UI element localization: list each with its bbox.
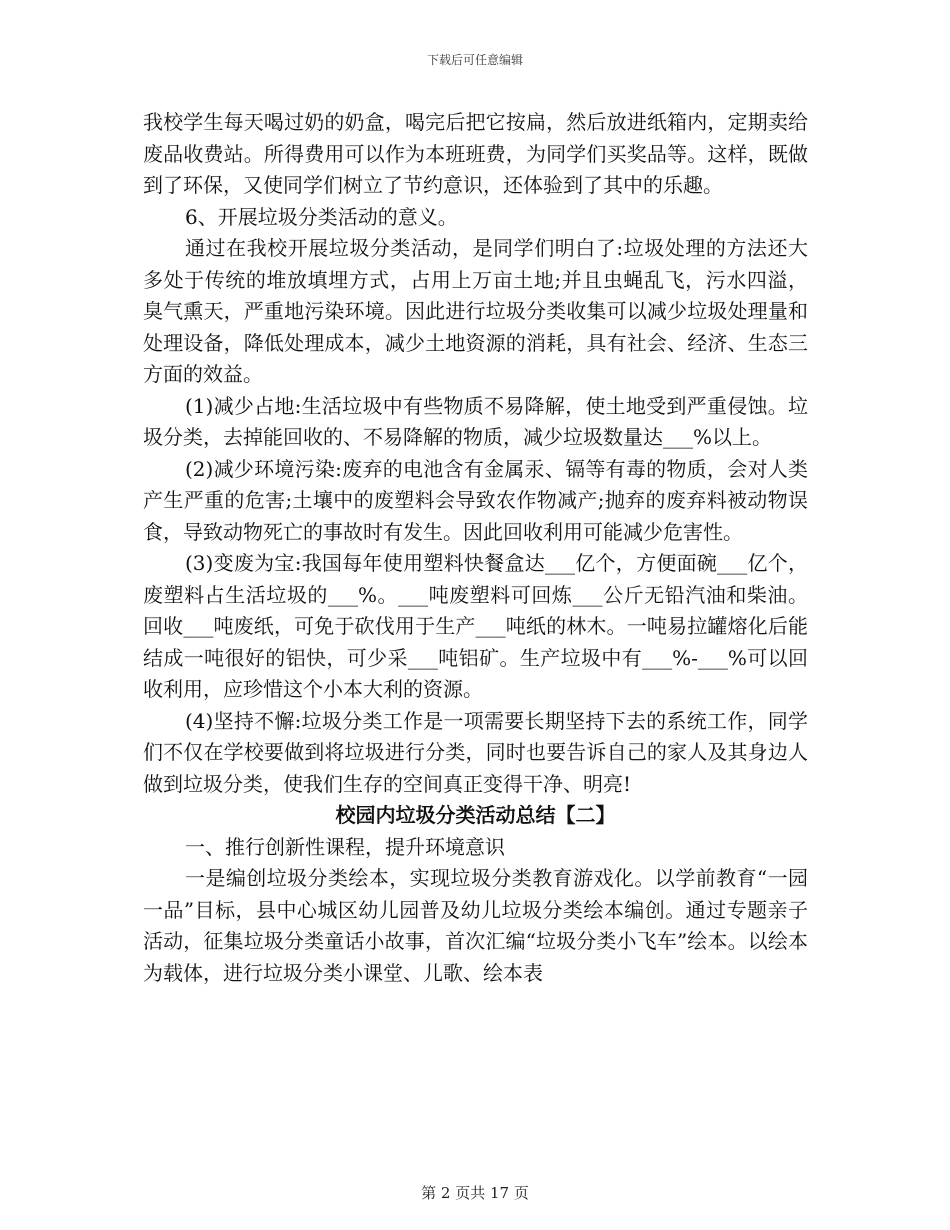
paragraph-innovative-curriculum-heading: 一、推行创新性课程，提升环境意识 [185,834,505,859]
page-footer: 第 2 页共 17 页 [421,1184,529,1202]
paragraph-activity-benefits: 通过在我校开展垃圾分类活动，是同学们明白了:垃圾处理的方法还大多处于传统的堆放填埋方式，占用上万亩土地;并且虫蝇乱飞，污水四溢，臭气熏天，严重地污染环境。因此进行垃圾分类收集可以减少垃圾处理量和处理设备，降低处理成本，减少土地资源的消耗，具有社会、经济、生态三方面的效益。 [143,236,808,386]
page-header: 下载后可任意编辑 [426,53,523,67]
section-title: 校园内垃圾分类活动总结【二】 [335,803,616,827]
paragraph-heading-significance: 6、开展垃圾分类活动的意义。 [185,204,458,229]
paragraph-picture-book: 一是编创垃圾分类绘本，实现垃圾分类教育游戏化。以学前教育“一园一品”目标，县中心城区幼儿园普及幼儿垃圾分类绘本编创。通过专题亲子活动，征集垃圾分类童话小故事，首次汇编“垃圾分类小飞车”绘本。以绘本为载体，进行垃圾分类小课堂、儿歌、绘本表 [143,866,808,985]
paragraph-milk-carton-recycling: 我校学生每天喝过奶的奶盒，喝完后把它按扁，然后放进纸箱内，定期卖给废品收费站。所得费用可以作为本班班费，为同学们买奖品等。这样，既做到了环保，又使同学们树立了节约意识，还体验到了其中的乐趣。 [143,110,808,197]
document-body [143,107,808,989]
paragraph-reduce-pollution: (2)减少环境污染:废弃的电池含有金属汞、镉等有毒的物质，会对人类产生严重的危害;土壤中的废塑料会导致农作物减产;抛弃的废弃料被动物误食，导致动物死亡的事故时有发生。因此回收利用可能减少危害性。 [143,456,808,544]
paragraph-reduce-land-use: (1)减少占地:生活垃圾中有些物质不易降解，使土地受到严重侵蚀。垃圾分类，去掉能回收的、不易降解的物质，减少垃圾数量达___%以上。 [143,393,808,449]
paragraph-waste-to-treasure: (3)变废为宝:我国每年使用塑料快餐盒达___亿个，方便面碗___亿个，废塑料占生活垃圾的___%。___吨废塑料可回炼___公斤无铅汽油和柴油。回收___吨废纸，可免于砍伐用于生产___吨纸的林木。一吨易拉罐熔化后能结成一吨很好的铝快，可少采___吨铝矿。生产垃圾中有___%-___%可以回收利用，应珍惜这个小本大利的资源。 [143,551,808,701]
paragraph-persistence: (4)坚持不懈:垃圾分类工作是一项需要长期坚持下去的系统工作，同学们不仅在学校要做到将垃圾进行分类，同时也要告诉自己的家人及其身边人做到垃圾分类，使我们生存的空间真正变得干净、明亮! [143,708,808,796]
